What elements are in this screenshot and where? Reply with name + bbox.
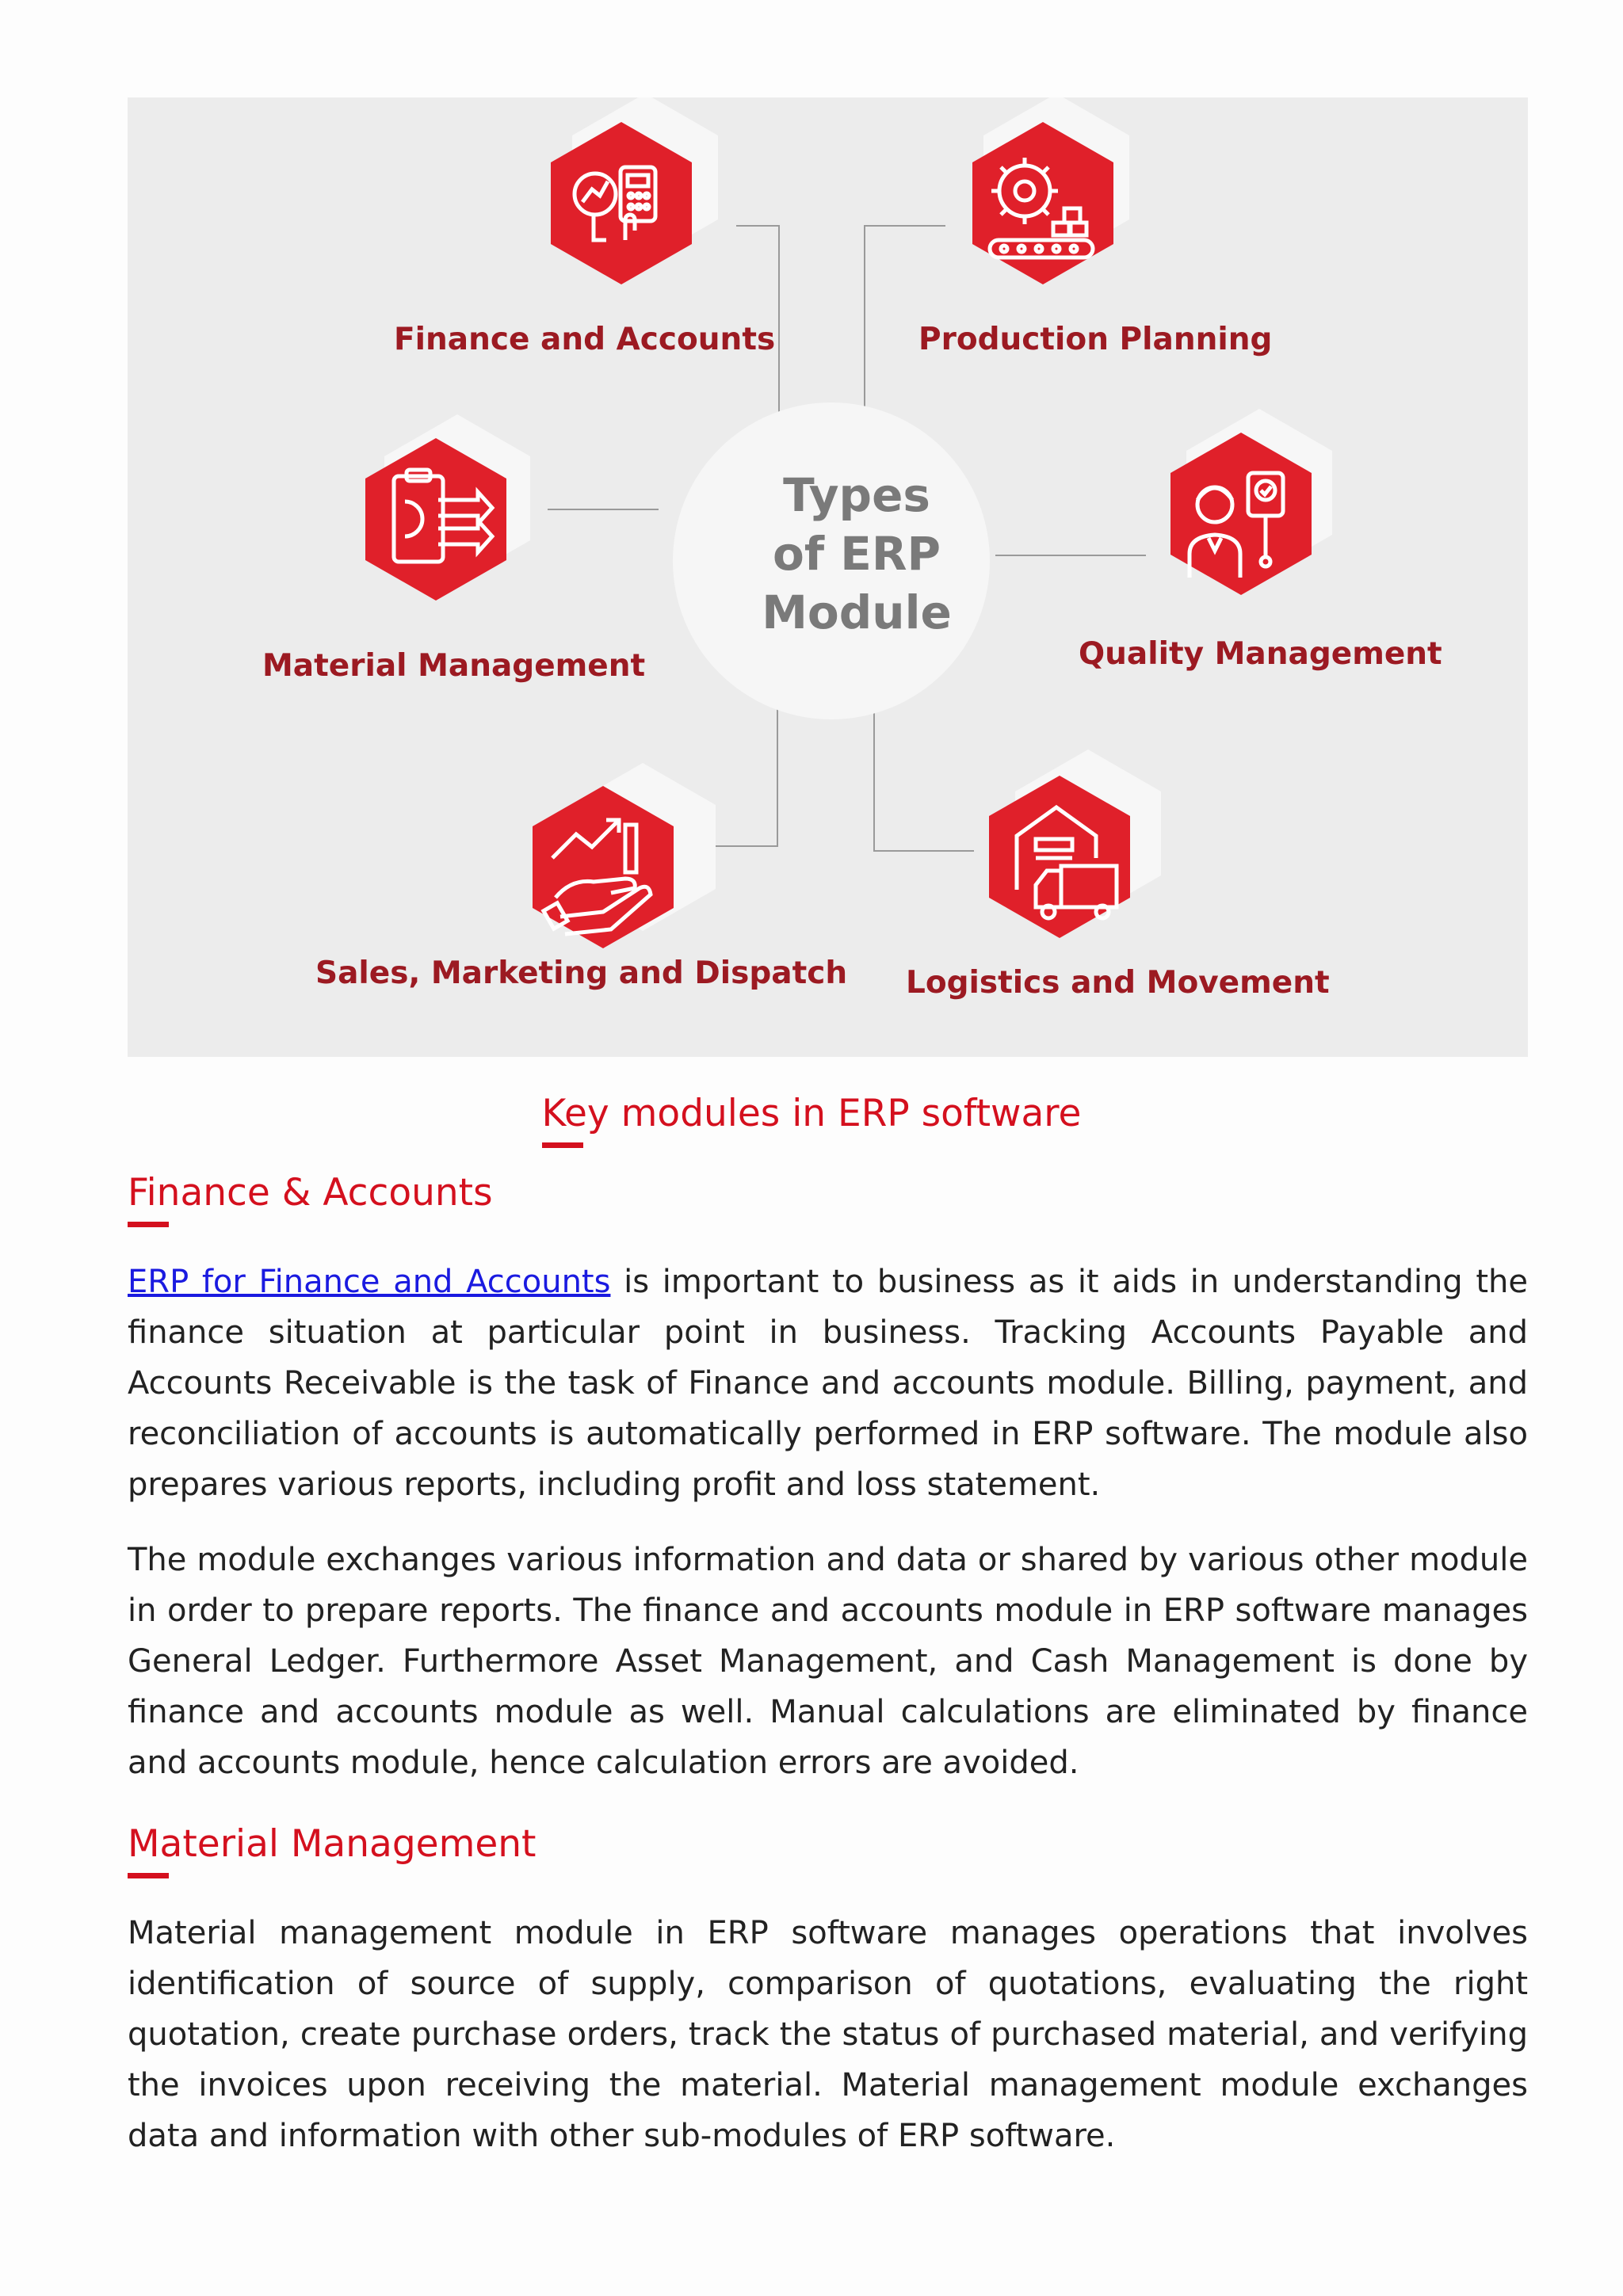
material-paragraph-1: Material management module in ERP software manages operations that involves identification of source of supply, comparison of quotations, evaluating the right quotation, create purchase orders, track the status of purchased material, and verifying the invoices upon receiving the material. Material management module exchanges data and information with other sub-modules of ERP software. — [128, 1915, 1528, 2154]
center-title-line-3: Module — [762, 585, 952, 639]
section-heading-material-text: Material Management — [128, 1822, 537, 1866]
finance-paragraph-1-text: is important to business as it aids in understanding the finance situation at particular point in business. Tracking Accounts Payable and Accounts Receivable is the task of Finance and accounts module. Billing, payment, and reconciliation of accounts is automatically performed in ERP software. The module also prepares various reports, including profit and loss statement. — [128, 1264, 1529, 1503]
finance-hexagon — [551, 97, 718, 284]
figure-caption — [0, 1092, 1623, 1135]
erp-modules-diagram — [128, 97, 1528, 1057]
module-label-logistics: Logistics and Movement — [906, 965, 1330, 1001]
sales-hexagon — [533, 763, 716, 948]
caption-text: Key modules in ERP software — [541, 1092, 1082, 1135]
section-heading-finance — [128, 1171, 493, 1215]
module-label-finance: Finance and Accounts — [394, 322, 776, 357]
quality-hexagon — [1170, 409, 1332, 595]
section-heading-material — [128, 1822, 537, 1866]
module-label-production: Production Planning — [918, 322, 1273, 357]
diagram-center-title — [758, 466, 956, 642]
section-heading-finance-text: Finance & Accounts — [128, 1171, 493, 1215]
center-title-line-1: Types — [783, 468, 930, 522]
module-label-material: Material Management — [262, 648, 646, 684]
module-label-sales: Sales, Marketing and Dispatch — [315, 955, 848, 991]
material-hexagon — [365, 414, 530, 601]
finance-paragraph-1 — [128, 1257, 1528, 1510]
production-hexagon — [972, 97, 1129, 284]
module-label-quality: Quality Management — [1079, 636, 1442, 672]
logistics-hexagon — [989, 749, 1161, 938]
center-title-line-2: of ERP — [772, 527, 941, 581]
erp-finance-link[interactable]: ERP for Finance and Accounts — [128, 1264, 611, 1300]
finance-paragraph-2: The module exchanges various information and data or shared by various other module in order to prepare reports. The finance and accounts module in ERP software manages General Ledger. Furthermore Asset Management, and Cash Management is done by finance and accounts module as well. Manual calculations are eliminated by finance and accounts module, hence calculation errors are avoided. — [128, 1542, 1528, 1781]
